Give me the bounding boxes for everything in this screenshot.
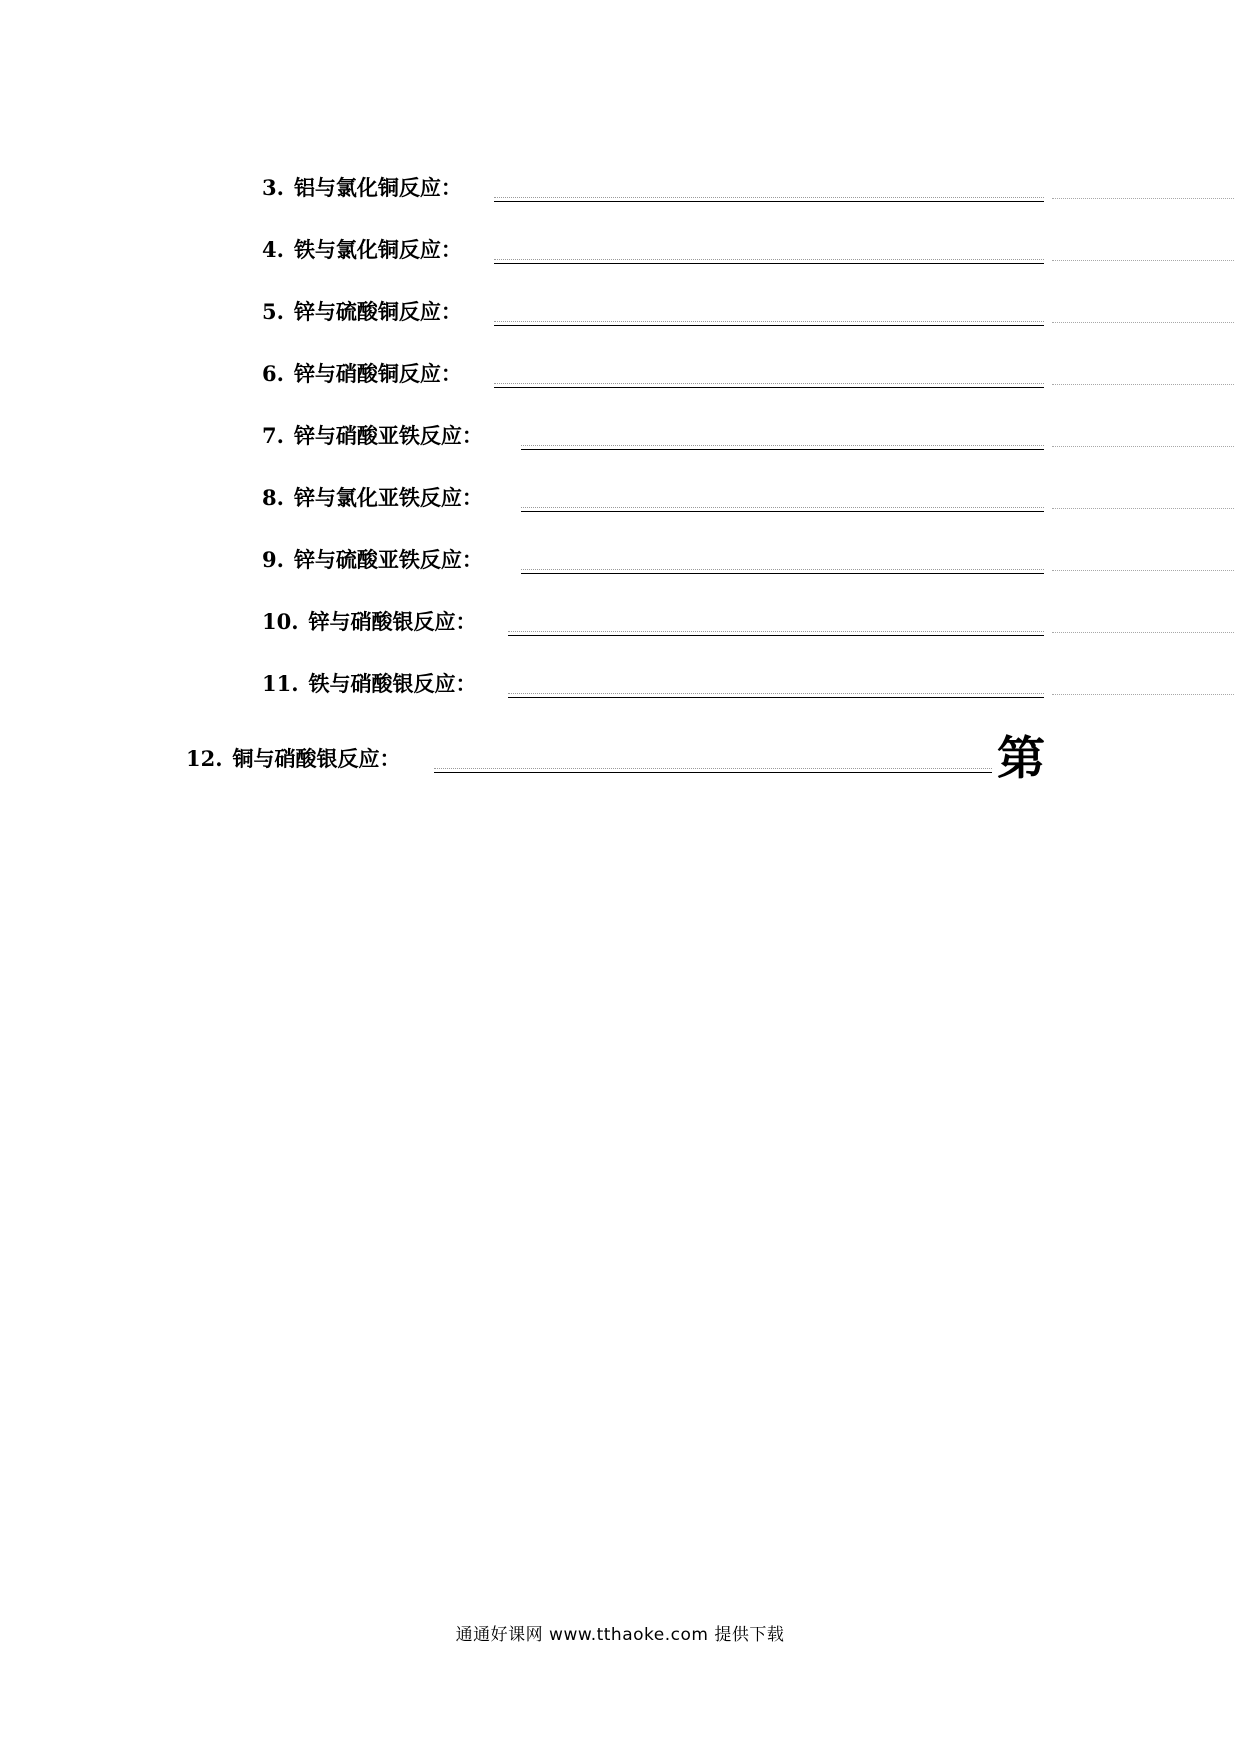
question-label: 7. 锌与硝酸亚铁反应： [262,423,483,448]
question-label: 12. 铜与硝酸银反应： [186,746,401,771]
dotted-leader [1052,631,1234,633]
question-label: 8. 锌与氯化亚铁反应： [262,485,483,510]
dotted-leader [1052,445,1234,447]
answer-blank[interactable] [521,497,1044,512]
answer-blank[interactable] [521,559,1044,574]
answer-blank[interactable] [434,758,992,773]
dotted-leader [1052,693,1234,695]
question-label: 6. 锌与硝酸铜反应： [262,361,462,386]
question-label: 5. 锌与硫酸铜反应： [262,299,462,324]
answer-blank[interactable] [494,373,1044,388]
question-line [186,733,1086,773]
dotted-leader [1052,507,1234,509]
answer-blank[interactable] [508,621,1044,636]
dotted-leader [1052,321,1234,323]
dotted-leader [1052,383,1234,385]
dotted-leader [1052,197,1234,199]
question-label: 4. 铁与氯化铜反应： [262,237,462,262]
question-line [262,348,1240,388]
answer-blank[interactable] [494,249,1044,264]
question-line [262,658,1240,698]
question-line [262,472,1240,512]
question-label: 10. 锌与硝酸银反应： [262,609,477,634]
question-label: 11. 铁与硝酸银反应： [262,671,477,696]
dotted-leader [1052,569,1234,571]
answer-blank[interactable] [521,435,1044,450]
answer-blank[interactable] [508,683,1044,698]
dotted-leader [1052,259,1234,261]
answer-blank[interactable] [494,187,1044,202]
question-label: 9. 锌与硫酸亚铁反应： [262,547,483,572]
overflow-glyph: 第 [996,731,1045,785]
question-line [262,534,1240,574]
page-footer: 通通好课网 www.tthaoke.com 提供下载 [455,1625,785,1645]
question-line [262,410,1240,450]
question-line [262,286,1240,326]
answer-blank[interactable] [494,311,1044,326]
question-line [262,224,1240,264]
question-label: 3. 铝与氯化铜反应： [262,175,462,200]
question-line [262,596,1240,636]
question-line [262,162,1240,202]
